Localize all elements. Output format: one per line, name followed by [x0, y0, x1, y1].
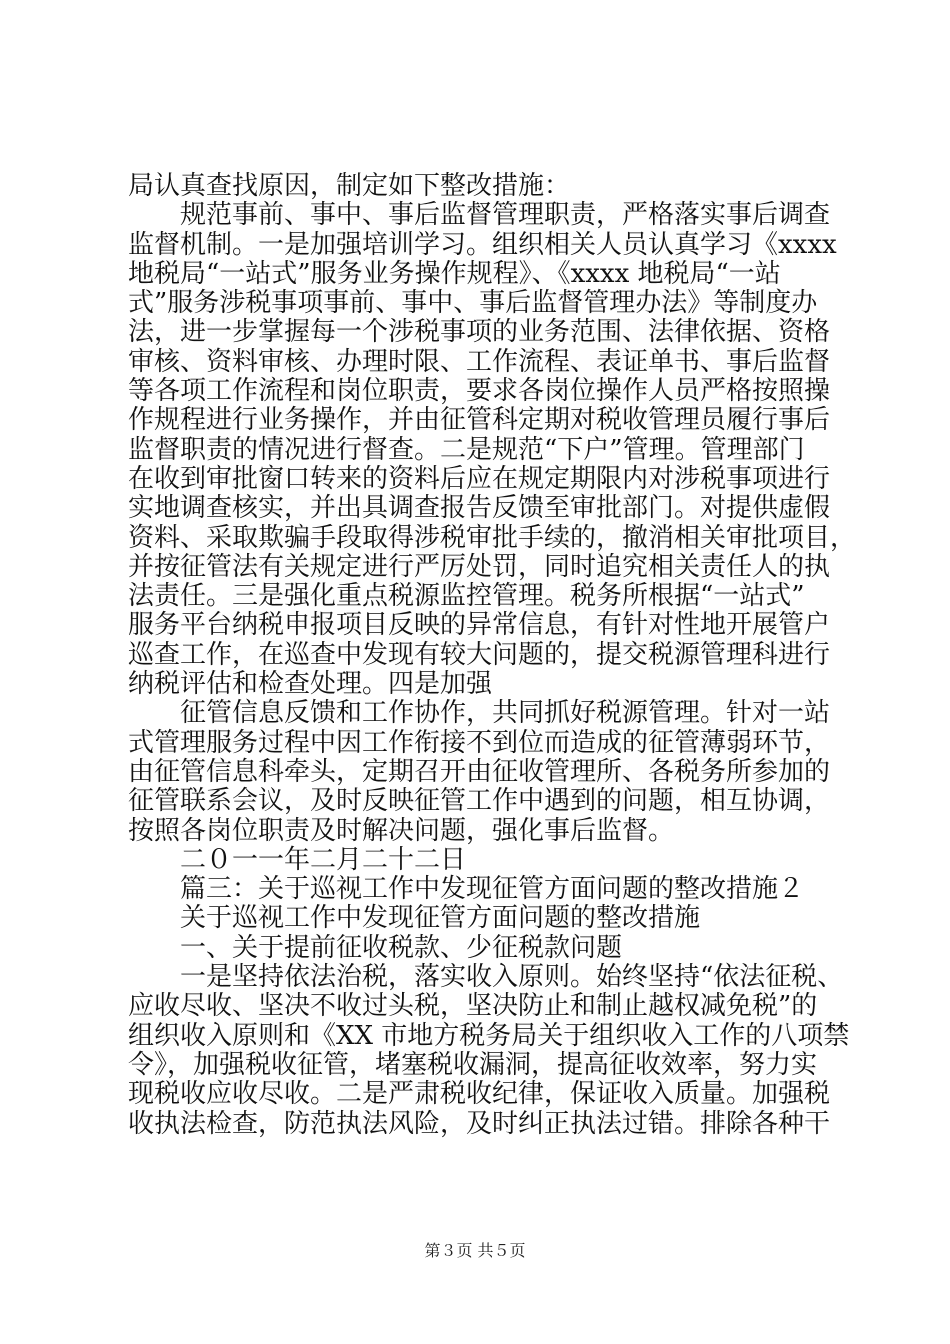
- text-line: 在收到审批窗口转来的资料后应在规定期限内对涉税事项进行: [128, 463, 831, 494]
- text-line: 组织收入原则和《XX 市地方税务局关于组织收入工作的八项禁: [128, 1020, 850, 1051]
- text-line: 作规程进行业务操作，并由征管科定期对税收管理员履行事后: [128, 405, 831, 436]
- text-line: 篇三：关于巡视工作中发现征管方面问题的整改措施２: [180, 874, 805, 905]
- text-line: 一、关于提前征收税款、少征税款问题: [180, 932, 623, 963]
- text-line: 二０一一年二月二十二日: [180, 844, 467, 875]
- text-line: 现税收应收尽收。二是严肃税收纪律，保证收入质量。加强税: [128, 1079, 831, 1110]
- text-line: 巡查工作，在巡查中发现有较大问题的，提交税源管理科进行: [128, 639, 831, 670]
- text-line: 等各项工作流程和岗位职责，要求各岗位操作人员严格按照操: [128, 376, 831, 407]
- text-line: 关于巡视工作中发现征管方面问题的整改措施: [180, 903, 701, 934]
- text-line: 并按征管法有关规定进行严厉处罚，同时追究相关责任人的执: [128, 551, 831, 582]
- text-line: 法责任。三是强化重点税源监控管理。税务所根据“一站式”: [128, 581, 805, 612]
- text-line: 应收尽收、坚决不收过头税，坚决防止和制止越权减免税”的: [128, 991, 818, 1022]
- text-line: 资料、采取欺骗手段取得涉税审批手续的，撤消相关审批项目，: [128, 522, 857, 553]
- text-line: 一是坚持依法治税，落实收入原则。始终坚持“依法征税、: [180, 962, 844, 993]
- text-line: 监督职责的情况进行督查。二是规范“下户”管理。管理部门: [128, 434, 805, 465]
- text-line: 纳税评估和检查处理。四是加强: [128, 669, 493, 700]
- text-line: 征管信息反馈和工作协作，共同抓好税源管理。针对一站: [180, 698, 831, 729]
- text-line: 收执法检查，防范执法风险，及时纠正执法过错。排除各种干: [128, 1108, 831, 1139]
- text-line: 由征管信息科牵头，定期召开由征收管理所、各税务所参加的: [128, 756, 831, 787]
- text-line: 规范事前、事中、事后监督管理职责，严格落实事后调查: [180, 200, 831, 231]
- text-line: 征管联系会议，及时反映征管工作中遇到的问题，相互协调，: [128, 786, 831, 817]
- text-line: 监督机制。一是加强培训学习。组织相关人员认真学习《xxxx: [128, 229, 837, 260]
- page-footer: 第３页 共５页: [424, 1241, 526, 1260]
- text-line: 令》，加强税收征管，堵塞税收漏洞，提高征收效率，努力实: [128, 1049, 818, 1080]
- document-body: [128, 171, 857, 1139]
- text-line: 式管理服务过程中因工作衔接不到位而造成的征管薄弱环节，: [128, 727, 831, 758]
- text-line: 局认真查找原因，制定如下整改措施：: [128, 171, 571, 201]
- text-line: 实地调查核实，并出具调查报告反馈至审批部门。对提供虚假: [128, 493, 831, 524]
- text-line: 按照各岗位职责及时解决问题，强化事后监督。: [128, 815, 675, 846]
- text-line: 法，进一步掌握每一个涉税事项的业务范围、法律依据、资格: [128, 317, 831, 348]
- text-line: 式”服务涉税事项事前、事中、事后监督管理办法》等制度办: [128, 288, 818, 319]
- text-line: 地税局“一站式”服务业务操作规程》、《xxxx 地税局“一站: [128, 258, 781, 289]
- text-line: 审核、资料审核、办理时限、工作流程、表证单书、事后监督: [128, 346, 831, 377]
- text-line: 服务平台纳税申报项目反映的异常信息，有针对性地开展管户: [128, 610, 831, 641]
